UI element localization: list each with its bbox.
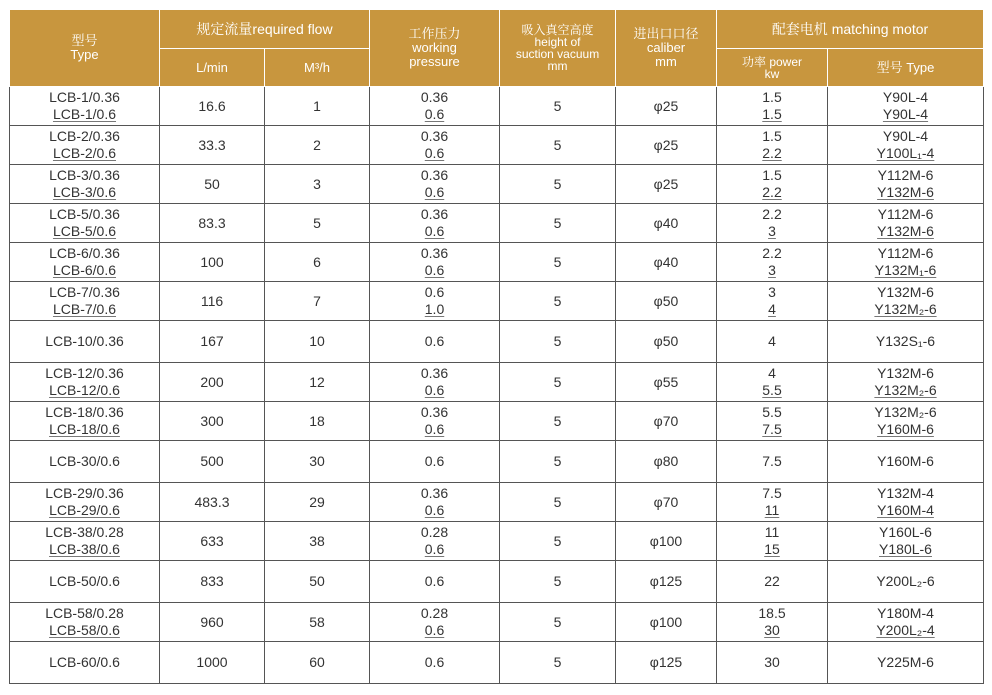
type-cell xyxy=(10,243,160,282)
power-cell xyxy=(717,321,828,363)
type-cell-line: LCB-58/0.28 xyxy=(45,605,124,621)
pressure-cell xyxy=(370,204,500,243)
type-cell-line: LCB-18/0.36 xyxy=(45,404,124,420)
motor-type-cell-line: Y132M-6 xyxy=(877,365,934,381)
flow-m3h-cell: 38 xyxy=(265,522,370,561)
flow-lmin-cell: 300 xyxy=(160,402,265,441)
pressure-cell-line: 0.36 xyxy=(420,206,449,222)
header-type: 型号 Type xyxy=(10,10,160,87)
pressure-cell xyxy=(370,282,500,321)
power-cell-line: 1.5 xyxy=(762,167,782,183)
power-cell-line: 1.5 xyxy=(762,89,782,105)
pressure-cell-line: 0.6 xyxy=(424,333,445,349)
type-cell-line: LCB-7/0.36 xyxy=(49,284,120,300)
power-cell-line: 3 xyxy=(768,223,776,239)
motor-type-cell-line: Y90L-4 xyxy=(882,128,929,144)
type-cell-line: LCB-3/0.36 xyxy=(49,167,120,183)
motor-type-cell-line: Y160M-6 xyxy=(877,421,934,437)
type-cell xyxy=(10,642,160,684)
type-cell-line: LCB-12/0.36 xyxy=(45,365,124,381)
flow-lmin-cell: 483.3 xyxy=(160,483,265,522)
pressure-cell-line: 0.6 xyxy=(424,541,445,557)
power-cell-line: 1.5 xyxy=(762,128,782,144)
type-cell xyxy=(10,561,160,603)
type-cell xyxy=(10,204,160,243)
motor-type-cell-line: Y100L₁-4 xyxy=(876,145,935,161)
table-body xyxy=(10,87,984,684)
motor-type-cell-line: Y132M₂-6 xyxy=(874,301,937,317)
type-cell-line: LCB-2/0.6 xyxy=(52,145,117,161)
pressure-cell-line: 0.6 xyxy=(424,382,445,398)
pressure-cell-line: 0.6 xyxy=(424,654,445,670)
power-cell xyxy=(717,603,828,642)
motor-type-cell xyxy=(828,165,984,204)
type-cell xyxy=(10,363,160,402)
pressure-cell-line: 0.6 xyxy=(424,622,445,638)
power-cell xyxy=(717,87,828,126)
pressure-cell-line: 0.36 xyxy=(420,128,449,144)
caliber-cell: φ40 xyxy=(616,243,717,282)
pressure-cell-line: 0.36 xyxy=(420,89,449,105)
flow-m3h-cell: 12 xyxy=(265,363,370,402)
pressure-cell-line: 0.36 xyxy=(420,167,449,183)
pressure-cell xyxy=(370,642,500,684)
table-row xyxy=(10,561,984,603)
pump-spec-table xyxy=(9,9,984,684)
pressure-cell-line: 0.6 xyxy=(424,184,445,200)
suction-cell: 5 xyxy=(500,165,616,204)
power-cell-line: 2.2 xyxy=(762,245,782,261)
power-cell-line: 7.5 xyxy=(762,485,782,501)
motor-type-cell-line: Y132M₁-6 xyxy=(874,262,937,278)
pressure-cell xyxy=(370,321,500,363)
flow-lmin-cell: 100 xyxy=(160,243,265,282)
power-cell-line: 7.5 xyxy=(762,421,782,437)
power-cell xyxy=(717,282,828,321)
power-cell-line: 3 xyxy=(768,284,776,300)
table-row xyxy=(10,87,984,126)
power-cell xyxy=(717,522,828,561)
motor-type-cell-line: Y200L₂-4 xyxy=(876,622,935,638)
motor-type-cell-line: Y132M-4 xyxy=(877,485,934,501)
motor-type-cell-line: Y180L-6 xyxy=(879,541,932,557)
table-row xyxy=(10,204,984,243)
type-cell-line: LCB-18/0.6 xyxy=(49,421,120,437)
suction-cell: 5 xyxy=(500,402,616,441)
header-caliber: 进出口口径 caliber mm xyxy=(616,10,717,87)
motor-type-cell xyxy=(828,321,984,363)
type-cell-line: LCB-7/0.6 xyxy=(52,301,117,317)
power-cell-line: 4 xyxy=(768,333,776,349)
power-cell-line: 30 xyxy=(764,654,780,670)
pressure-cell-line: 0.6 xyxy=(424,453,445,469)
suction-cell: 5 xyxy=(500,561,616,603)
type-cell-line: LCB-38/0.28 xyxy=(45,524,124,540)
pressure-cell xyxy=(370,243,500,282)
header-flow-m3h: M³/h xyxy=(265,49,370,87)
motor-type-cell-line: Y132S₁-6 xyxy=(875,333,936,349)
caliber-cell: φ125 xyxy=(616,642,717,684)
flow-m3h-cell: 2 xyxy=(265,126,370,165)
type-cell-line: LCB-2/0.36 xyxy=(49,128,120,144)
flow-lmin-cell: 83.3 xyxy=(160,204,265,243)
table-header xyxy=(10,10,984,87)
motor-type-cell-line: Y132M₂-6 xyxy=(874,382,937,398)
pressure-cell-line: 0.6 xyxy=(424,145,445,161)
pressure-cell xyxy=(370,441,500,483)
power-cell xyxy=(717,441,828,483)
pressure-cell-line: 0.36 xyxy=(420,485,449,501)
pressure-cell xyxy=(370,402,500,441)
caliber-cell: φ80 xyxy=(616,441,717,483)
motor-type-cell xyxy=(828,204,984,243)
suction-cell: 5 xyxy=(500,282,616,321)
header-working-pressure: 工作压力 working pressure xyxy=(370,10,500,87)
power-cell-line: 30 xyxy=(764,622,780,638)
pressure-cell xyxy=(370,483,500,522)
pressure-cell-line: 0.28 xyxy=(420,605,449,621)
power-cell-line: 11 xyxy=(764,502,780,518)
flow-m3h-cell: 29 xyxy=(265,483,370,522)
pressure-cell-line: 0.36 xyxy=(420,404,449,420)
motor-type-cell-line: Y132M-6 xyxy=(877,184,934,200)
flow-lmin-cell: 833 xyxy=(160,561,265,603)
table-row xyxy=(10,126,984,165)
caliber-cell: φ25 xyxy=(616,165,717,204)
type-cell xyxy=(10,126,160,165)
power-cell-line: 5.5 xyxy=(762,404,782,420)
flow-m3h-cell: 58 xyxy=(265,603,370,642)
motor-type-cell xyxy=(828,522,984,561)
suction-cell: 5 xyxy=(500,204,616,243)
power-cell xyxy=(717,363,828,402)
pressure-cell xyxy=(370,165,500,204)
suction-cell: 5 xyxy=(500,126,616,165)
power-cell-line: 18.5 xyxy=(758,605,786,621)
type-cell-line: LCB-30/0.6 xyxy=(49,453,120,469)
caliber-cell: φ50 xyxy=(616,321,717,363)
power-cell-line: 2.2 xyxy=(762,206,782,222)
motor-type-cell xyxy=(828,642,984,684)
flow-m3h-cell: 1 xyxy=(265,87,370,126)
power-cell xyxy=(717,126,828,165)
pressure-cell-line: 0.6 xyxy=(424,223,445,239)
flow-m3h-cell: 60 xyxy=(265,642,370,684)
power-cell xyxy=(717,642,828,684)
pressure-cell-line: 0.36 xyxy=(420,245,449,261)
caliber-cell: φ100 xyxy=(616,522,717,561)
table-row xyxy=(10,603,984,642)
flow-m3h-cell: 6 xyxy=(265,243,370,282)
caliber-cell: φ40 xyxy=(616,204,717,243)
caliber-cell: φ70 xyxy=(616,402,717,441)
caliber-cell: φ70 xyxy=(616,483,717,522)
flow-lmin-cell: 633 xyxy=(160,522,265,561)
pressure-cell-line: 0.6 xyxy=(424,106,445,122)
power-cell-line: 15 xyxy=(764,541,780,557)
motor-type-cell xyxy=(828,243,984,282)
pressure-cell xyxy=(370,363,500,402)
header-suction-height: 吸入真空高度 height of suction vacuum mm xyxy=(500,10,616,87)
header-motor-type: 型号 Type xyxy=(828,49,984,87)
pressure-cell xyxy=(370,603,500,642)
motor-type-cell xyxy=(828,126,984,165)
suction-cell: 5 xyxy=(500,603,616,642)
type-cell-line: LCB-5/0.36 xyxy=(49,206,120,222)
flow-lmin-cell: 167 xyxy=(160,321,265,363)
power-cell-line: 4 xyxy=(768,301,776,317)
motor-type-cell-line: Y90L-4 xyxy=(882,106,929,122)
power-cell-line: 3 xyxy=(768,262,776,278)
flow-m3h-cell: 50 xyxy=(265,561,370,603)
table-row xyxy=(10,282,984,321)
header-required-flow: 规定流量required flow xyxy=(160,10,370,49)
motor-type-cell xyxy=(828,561,984,603)
power-cell-line: 4 xyxy=(768,365,776,381)
flow-lmin-cell: 50 xyxy=(160,165,265,204)
table-row xyxy=(10,402,984,441)
motor-type-cell xyxy=(828,441,984,483)
flow-lmin-cell: 500 xyxy=(160,441,265,483)
header-flow-lmin: L/min xyxy=(160,49,265,87)
type-cell-line: LCB-1/0.36 xyxy=(49,89,120,105)
caliber-cell: φ25 xyxy=(616,126,717,165)
power-cell xyxy=(717,243,828,282)
type-cell xyxy=(10,402,160,441)
header-motor-power: 功率 power kw xyxy=(717,49,828,87)
type-cell-line: LCB-12/0.6 xyxy=(49,382,120,398)
type-cell-line: LCB-60/0.6 xyxy=(49,654,120,670)
table-row xyxy=(10,522,984,561)
flow-lmin-cell: 200 xyxy=(160,363,265,402)
pressure-cell-line: 0.6 xyxy=(424,421,445,437)
type-cell-line: LCB-38/0.6 xyxy=(49,541,120,557)
power-cell xyxy=(717,561,828,603)
table-row xyxy=(10,243,984,282)
suction-cell: 5 xyxy=(500,483,616,522)
type-cell-line: LCB-5/0.6 xyxy=(52,223,117,239)
flow-m3h-cell: 18 xyxy=(265,402,370,441)
flow-lmin-cell: 16.6 xyxy=(160,87,265,126)
suction-cell: 5 xyxy=(500,87,616,126)
motor-type-cell-line: Y132M₂-6 xyxy=(874,404,937,420)
flow-m3h-cell: 30 xyxy=(265,441,370,483)
suction-cell: 5 xyxy=(500,243,616,282)
power-cell-line: 22 xyxy=(764,573,780,589)
pressure-cell-line: 0.6 xyxy=(424,573,445,589)
power-cell xyxy=(717,483,828,522)
pressure-cell xyxy=(370,522,500,561)
type-cell xyxy=(10,87,160,126)
motor-type-cell-line: Y160L-6 xyxy=(879,524,932,540)
type-cell xyxy=(10,321,160,363)
motor-type-cell-line: Y160M-6 xyxy=(877,453,934,469)
pressure-cell-line: 0.6 xyxy=(424,502,445,518)
caliber-cell: φ125 xyxy=(616,561,717,603)
flow-m3h-cell: 10 xyxy=(265,321,370,363)
caliber-cell: φ100 xyxy=(616,603,717,642)
type-cell-line: LCB-58/0.6 xyxy=(49,622,120,638)
table-row xyxy=(10,483,984,522)
motor-type-cell xyxy=(828,483,984,522)
type-cell xyxy=(10,522,160,561)
pressure-cell-line: 0.36 xyxy=(420,365,449,381)
pressure-cell-line: 1.0 xyxy=(424,301,445,317)
power-cell-line: 1.5 xyxy=(762,106,782,122)
flow-lmin-cell: 33.3 xyxy=(160,126,265,165)
suction-cell: 5 xyxy=(500,321,616,363)
power-cell xyxy=(717,204,828,243)
type-cell-line: LCB-10/0.36 xyxy=(45,333,124,349)
type-cell-line: LCB-29/0.36 xyxy=(45,485,124,501)
flow-lmin-cell: 1000 xyxy=(160,642,265,684)
flow-m3h-cell: 7 xyxy=(265,282,370,321)
motor-type-cell xyxy=(828,402,984,441)
suction-cell: 5 xyxy=(500,522,616,561)
motor-type-cell-line: Y132M-6 xyxy=(877,223,934,239)
motor-type-cell-line: Y112M-6 xyxy=(877,167,934,183)
pressure-cell xyxy=(370,561,500,603)
power-cell-line: 7.5 xyxy=(762,453,782,469)
pressure-cell-line: 0.6 xyxy=(424,284,445,300)
table-row xyxy=(10,441,984,483)
type-cell xyxy=(10,165,160,204)
power-cell xyxy=(717,165,828,204)
motor-type-cell-line: Y225M-6 xyxy=(877,654,934,670)
power-cell-line: 2.2 xyxy=(762,184,782,200)
type-cell-line: LCB-6/0.36 xyxy=(49,245,120,261)
flow-m3h-cell: 5 xyxy=(265,204,370,243)
motor-type-cell-line: Y90L-4 xyxy=(882,89,929,105)
type-cell xyxy=(10,441,160,483)
motor-type-cell-line: Y180M-4 xyxy=(877,605,934,621)
pressure-cell-line: 0.28 xyxy=(420,524,449,540)
type-cell xyxy=(10,603,160,642)
motor-type-cell xyxy=(828,87,984,126)
pressure-cell xyxy=(370,126,500,165)
caliber-cell: φ25 xyxy=(616,87,717,126)
motor-type-cell-line: Y112M-6 xyxy=(877,206,934,222)
pressure-cell-line: 0.6 xyxy=(424,262,445,278)
table-row xyxy=(10,321,984,363)
table-row xyxy=(10,165,984,204)
motor-type-cell-line: Y112M-6 xyxy=(877,245,934,261)
pressure-cell xyxy=(370,87,500,126)
type-cell xyxy=(10,282,160,321)
type-cell-line: LCB-3/0.6 xyxy=(52,184,117,200)
caliber-cell: φ55 xyxy=(616,363,717,402)
motor-type-cell xyxy=(828,363,984,402)
type-cell-line: LCB-50/0.6 xyxy=(49,573,120,589)
flow-lmin-cell: 960 xyxy=(160,603,265,642)
type-cell xyxy=(10,483,160,522)
type-cell-line: LCB-1/0.6 xyxy=(52,106,117,122)
power-cell-line: 11 xyxy=(764,524,780,540)
type-cell-line: LCB-6/0.6 xyxy=(52,262,117,278)
motor-type-cell-line: Y200L₂-6 xyxy=(876,573,935,589)
suction-cell: 5 xyxy=(500,441,616,483)
flow-lmin-cell: 116 xyxy=(160,282,265,321)
suction-cell: 5 xyxy=(500,642,616,684)
power-cell xyxy=(717,402,828,441)
motor-type-cell-line: Y132M-6 xyxy=(877,284,934,300)
table-row xyxy=(10,363,984,402)
header-matching-motor: 配套电机 matching motor xyxy=(717,10,984,49)
type-cell-line: LCB-29/0.6 xyxy=(49,502,120,518)
table-row xyxy=(10,642,984,684)
caliber-cell: φ50 xyxy=(616,282,717,321)
power-cell-line: 5.5 xyxy=(762,382,782,398)
motor-type-cell xyxy=(828,282,984,321)
suction-cell: 5 xyxy=(500,363,616,402)
motor-type-cell-line: Y160M-4 xyxy=(877,502,934,518)
motor-type-cell xyxy=(828,603,984,642)
flow-m3h-cell: 3 xyxy=(265,165,370,204)
power-cell-line: 2.2 xyxy=(762,145,782,161)
